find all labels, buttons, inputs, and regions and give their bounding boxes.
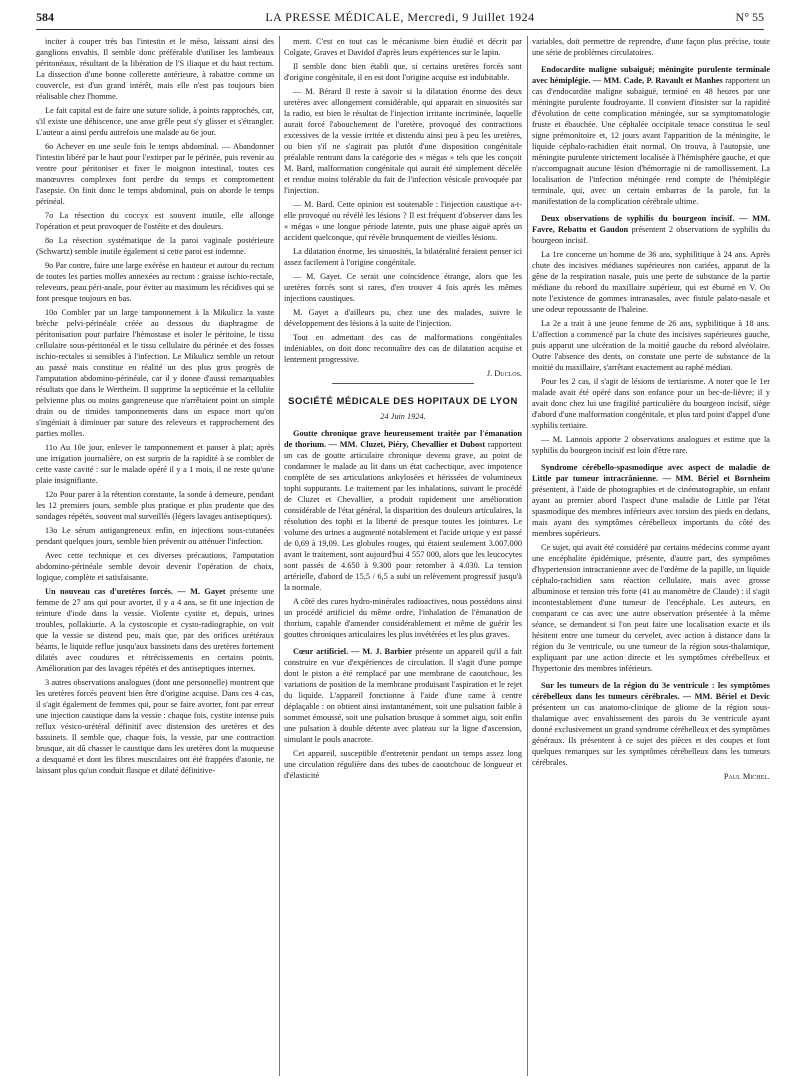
paragraph: M. Gayet a d'ailleurs pu, chez une des malades, suivre le développement des lésions à la suite de l'injection. (284, 308, 522, 328)
paragraph: — M. Lannois apporte 2 observations analogues et estime que la syphilis du bourgeon incisif est loin d'être rare. (532, 435, 770, 455)
article-text: présentent, à l'aide de photographies et de cinématographie, un enfant ayant au premier abord l'aspect d'une maladie de Little par l'état spasmodique des membres inférieurs avec torsion des pieds en dedans, mais ayant des symptômes cérébelleux importants du côté des membres supérieurs. (532, 485, 770, 538)
paragraph: 10o Combler par un large tamponnement à la Mikulicz la vaste brèche pelvi-périnéale créée au dessous du diaphragme de péritonisation pour parfaire l'hémostase et isoler le péritoine, le tissu cellulaire sous-péritonéal et le tissu cellulaire du périnée et des fosses ischio-rectales si sensibles à l'infection. Le Mikulicz semble un retour au passé mais constitue en réalité un des plus gros progrès de l'amputation abdomino-périnéale, car il y donne d'aussi remarquables résultats que dans le Wertheim. Il supprime la septicémie et la cellulite pelvienne plus ou moins gangreneuse que n'arrêtaient point un simple drain ou de timides tamponnements dans un espace mort qu'on s'ingéniait à diminuer par suture des releveurs et rapprochement des parties molles. (36, 308, 274, 438)
paragraph: — M. Bard. Cette opinion est soutenable : l'injection caustique a-t-elle provoqué ou révélé les lésions ? Il est fréquent d'observer dans les « mégas » une longue période latente, puis une phase aiguë après un accident quelconque, qui révèle brusquement de vieilles lésions. (284, 200, 522, 242)
column-divider (527, 36, 528, 1076)
article-title: Cœur artificiel. — M. J. Barbier (293, 647, 413, 656)
paragraph: 8o La résection systématique de la paroi vaginale postérieure (Schwartz) semble inutile également si cette paroi est indemne. (36, 236, 274, 256)
article (532, 462, 770, 539)
article (532, 213, 770, 246)
paragraph: Cet appareil, susceptible d'entretenir pendant un temps assez long une circulation régulière dans des tubes de caoutchouc de longueur et d'élasticité (284, 749, 522, 780)
article-text: présente une femme de 27 ans qui pour avorter, il y a 4 ans, se fit une injection de teinture d'iode dans la vessie. Violente cystite et, depuis, urines troubles, pollakiurie. A la cystoscopie et cysto-radiographie, on voit que la vessie se distend peu, mais que, par des orifices urétéraux béants, le liquide reflue jusqu'aux bassinets dans des uretères fortement dilatés avec coudures et rétrécissements en certains points. Amélioration par des lavages répétés et des antiseptiques internes. (36, 587, 274, 673)
article-text: présentent 2 observations de syphilis du bourgeon incisif. (532, 225, 770, 245)
paragraph: 6o Achever en une seule fois le temps abdominal. — Abandonner l'intestin libéré par le haut pour l'extirper par le périnée, puis revenir au ventre pour péritoniser et fixer le moignon intestinal, toutes ces manœuvres complexes font perdre du temps et compromettent l'asepsie. On finit donc le temps abdominal, puis on aborde le temps périnéal. (36, 142, 274, 206)
column-left (36, 36, 274, 1076)
paragraph: — M. Bérard Il reste à savoir si la dilatation énorme des deux uretères avec allongement considérable, qui apparait en sinuosités sur la radio, est bien le résultat de l'injection irritante incriminée, laquelle aurait forcé l'abouchement de l'uretère, provoqué des contractions excessives de la vessie irritée et distendu ainsi peu à peu les uretères, ou bien s'il ne s'agirait pas plutôt d'une disposition congénitale préalable rentrant dans la catégorie des « mégas » tels que les conçoit M. Bard, malformation congénitale qui aurait été simplement décelée et rendue moins tolérable du fait de l'infection vésicale provoquée par l'injection. (284, 87, 522, 195)
paragraph: 12o Pour parer à la rétention constante, la sonde à demeure, pendant les 12 premiers jours, semble plus pratique et plus prudente que des sondages répétés, souvent mal surveillés (légers lavages antiseptiques). (36, 490, 274, 521)
article-title: Sur les tumeurs de la région du 3e ventricule : les symptômes cérébelleux dans les tumeurs cérébrales. — MM. Bériel et Devic (532, 681, 770, 701)
paragraph: 9o Par contre, faire une large exérèse en hauteur et autour du rectum de toutes les parties molles annexées au rectum : graisse ischio-rectale, releveurs, peau péri-anale, pour éviter au maximum les récidives qui se font presque toujours en bas. (36, 261, 274, 303)
article-text: présentent un cas anatomo-clinique de gliome de la région sous-thalamique avec envahissement des parois du 3e ventricule ayant donné exclusivement un grand syndrome cérébelleux et des symptômes généraux. Ils présentent à ce sujet des pièces et des coupes et font quelques remarques sur les symptômes cérébelleux dans les tumeurs cérébrales. (532, 703, 770, 767)
article-title: Un nouveau cas d'uretères forcés. — M. Gayet (45, 587, 226, 596)
continued-text: variables, doit permettre de reprendre, d'une façon plus précise, toute une série de problèmes circulatoires. (532, 37, 770, 57)
paragraph: Ce sujet, qui avait été considéré par certains médecins comme ayant une encéphalite épidémique, présente, d'autre part, des symptômes d'hypertension intracranienne avec de l'œdème de la papille, un liquide céphalo-rachidien sans réaction cellulaire, mais avec grosse albuminose et tension très forte (41 au manomètre de Claude) : il s'agit incontestablement d'une tumeur de l'encéphale. Les auteurs, en comparant ce cas avec une autre observation présentée à la même séance, se demandent si l'on peut faire une localisation exacte et ils hésitent entre une tumeur du cervelet, avec action à distance dans la région du 3e ventricule, ou une tumeur de la région sous-thalamique, expliquant par une action directe et les symptômes cérébelleux et l'hypertonie des membres inférieurs. (532, 543, 770, 673)
paragraph: Le fait capital est de faire une suture solide, à points rapprochés, car, s'il existe une déhiscence, une anse grêle peut s'y glisser et s'étrangler. L'auteur a ainsi perdu autrefois une malade au 6e jour. (36, 106, 274, 137)
article-text: présente un appareil qu'il a fait construire en vue d'expériences de circulation. Il s'agit d'une pompe dont le piston a été remplacé par une membrane de caoutchouc, les variations de position de la membrane produisant l'aspiration et le rejet du liquide. L'appareil fonctionne à l'aide d'une came à centre déplaçable : on obtient ainsi instantanément, soit une pulsation faible à sommet émoussé, soit une pulsation brusque à sommet aigu, soit enfin une pulsation à double détente avec plateau sur la ligne d'ascension, simulant le pouls anacrote. (284, 647, 522, 744)
author-signature: Paul Michel. (723, 772, 770, 781)
article-title: Endocardite maligne subaiguë; méningite purulente terminale avec hémiplégie. — MM. Cade, P. Ravault et Manhes (532, 65, 770, 85)
section-rule (332, 383, 475, 384)
continued-discussion (284, 36, 522, 365)
article (284, 646, 522, 745)
society-heading: SOCIÉTÉ MÉDICALE DES HOPITAUX DE LYON (288, 396, 518, 407)
society-articles (532, 64, 770, 768)
paragraph: — M. Gayet. Ce serait une coïncidence étrange, alors que les uretères forcés sont si rares, d'en trouver 4 fois après les mêmes injections caustiques. (284, 272, 522, 303)
paragraph: La dilatation énorme, les sinuosités, la bilatéralité feraient penser ici assez facilement à l'origine congénitale. (284, 247, 522, 267)
paragraph: Tout en admettant des cas de malformations congénitales indéniables, on doit donc reconnaître des cas de dilatation acquise et lentement progressive. (284, 333, 522, 364)
article-paragraph: 3 autres observations analogues (dont une personnelle) montrent que les uretères forcés peuvent bien être d'origine acquise. Dans ces 4 cas, il s'agit également de femmes qui, pour se faire avorter, font par erreur une injection caustique dans la vessie : chaque fois, cystite intense puis reflux vésico-urétéral définitif avec distension des uretères et des bassinets. Il semble que, chaque fois, la vessie, par une contraction brusque, ait dû chasser le caustique dans les uretères dont la muqueuse a desquamé et dont les fibres musculaires ont été frappées d'atonie, ne laissant plus qu'un conduit flasque et dilaté définitive- (36, 678, 274, 775)
column-middle (284, 36, 522, 1076)
article (36, 586, 274, 674)
society-articles (284, 428, 522, 781)
paragraph: Avec cette technique et ces diverses précautions, l'amputation abdomino-périnéale semble devoir devenir l'opération de choix, logique, complète et satisfaisante. (36, 551, 274, 582)
paragraph: ment. C'est en tout cas le mécanisme bien étudié et décrit par Colgate, Graves et Davidof d'après leurs expériences sur le lapin. (284, 37, 522, 57)
article-title: Syndrome cérébello-spasmodique avec aspect de maladie de Little par tumeur intracrânienne. — MM. Bériel et Bornheim (532, 463, 770, 483)
paragraph: La 2e a trait à une jeune femme de 26 ans, syphilitique à 18 ans. L'affection a commencé par la chute des incisives supérieures gauche, puis apparut une ulcération de la moitié gauche du rebord alvéolaire. Outre l'absence des dents, on constate une perte de substance de la moitié du maxillaire, s'arrêtant exactement au raphé médian. (532, 319, 770, 372)
issue-number: N° 55 (735, 10, 764, 24)
paragraph: 11o Au 10e jour, enlever le tamponnement et panser à plat; après une irrigation journalière, on est surpris de la rapidité à se combler de cette vaste cavité : sur le malade opéré il y a 1 mois, il ne reste qu'une plaie insignifiante. (36, 443, 274, 485)
author-signature: J. Duclos. (486, 369, 522, 378)
paragraph: La 1re concerne un homme de 36 ans, syphilitique à 24 ans. Après chute des incisives médianes supérieures non cariées, apparut de la gêne de la respiration nasale, puis une perte de substance de la partie médiane du rebord du maxillaire supérieur, qui est éburné en V. On note l'existence de gommes intranasales, avec fistule palato-nasale et une odeur repoussante de l'haleine. (532, 250, 770, 314)
article-title: Goutte chronique grave heureusement traitée par l'émanation de thorium. — MM. Cluzet, Piéry, Chevallier et Dubost (284, 429, 522, 449)
article-title: Deux observations de syphilis du bourgeon incisif. — MM. Favre, Rebattu et Gaudon (532, 214, 770, 234)
header-rule (36, 29, 764, 30)
journal-title: LA PRESSE MÉDICALE, Mercredi, 9 Juillet 1924 (265, 10, 535, 24)
paragraph: Il semble donc bien établi que, si certains uretères forcés sont d'origine congénitale, il en est dont l'origine acquise est indubitable. (284, 62, 522, 82)
article (532, 680, 770, 768)
paragraph: 13o Le sérum antigangreneux enfin, en injections sous-cutanées pendant quelques jours, semble bien prévenir ou atténuer l'infection. (36, 526, 274, 546)
paragraph: 7o La résection du coccyx est souvent inutile, elle allonge l'opération et peut provoquer de l'ostéite et des douleurs. (36, 211, 274, 231)
column-divider (279, 36, 280, 1076)
article (532, 64, 770, 207)
article-text: rapportent un cas d'endocardite maligne subaiguë, terminé en 48 heures par une méningite purulente foudroyante. Il convient d'insister sur la rapidité d'évolution de cette complication méningée, sur sa symptomatologie fruste et ébauchée. Une céphalée occipitale tenace constitua le seul signe prémonitoire et, 12 jours avant l'apparition de la méningite, le liquide céphalo-rachidien était normal. On trouva, à l'autopsie, une méningite purulente strictement localisée à l'hémisphère gauche, et que n'accompagnait aucune lésion d'hémorragie ni de ramollissement. La localisation de l'infection méningée rend compte de l'hémiplégie terminale, qui, avec un certain embarras de la parole, fut la manifestation de la complication cérébrale ultime. (532, 76, 770, 206)
continued-article (36, 36, 274, 583)
paragraph: A côté des cures hydro-minérales radioactives, nous possédons ainsi un procédé artificiel du même ordre, l'inhalation de l'émanation de thorium, capable d'amender considérablement et même de guérir les gouttes chroniques articulaires les plus invétérées et les plus graves. (284, 597, 522, 639)
page-number: 584 (36, 10, 54, 24)
paragraph: inciter à couper très bas l'intestin et le méso, laissant ainsi des ganglions envahis. Il semble donc préférable d'utiliser les lambeaux péritonéaux, résultant de la libération de l'S iliaque et du haut rectum. La dissection d'une bonne collerette antérieure, à rabattre comme un couvercle, est d'un grand intérêt, mais elle n'est pas toujours bien réalisable chez l'homme. (36, 37, 274, 101)
article (284, 428, 522, 593)
session-date: 24 Juin 1924. (380, 412, 426, 421)
article-text: rapportent un cas de goutte articulaire chronique devenu grave, au point de condamner le malade au lit dans un état cachectique, avec impotence complète de ses articulations ankylosées et hérissées de volumineux tophi suppurants. Le traitement par les inhalations, suivant le procédé de Cluzet et Chevallier, a produit rapidement une amélioration considérable de l'état général, la disparition des douleurs articulaires, la résolution des tophi et la liberté de presque toutes les jointures. Le volume des urines a augmenté notablement et l'acide urique y est passé de 0,69 à 19,09. Les globules rouges, qui étaient seulement 3.007.000 avant le traitement, sont aujourd'hui 4 557 000, alors que les leucocytes sont passés de 4.650 à 9.300 pour retomber à 4.030. La tension artérielle, d'abord de 15,5 / 6,5 a subi un relèvement progressif jusqu'à la normale. (284, 440, 522, 592)
paragraph: Pour les 2 cas, il s'agit de lésions de tertiarisme. A noter que le 1er malade avait été opéré dans son enfance pour un bec-de-lièvre; il y avait donc chez lui une fragilité particulière du bourgeon incisif, siège d'abord d'une malformation congénitale, et plus tard point d'appel d'une syphilis tertiaire. (532, 377, 770, 430)
column-right (532, 36, 770, 1076)
